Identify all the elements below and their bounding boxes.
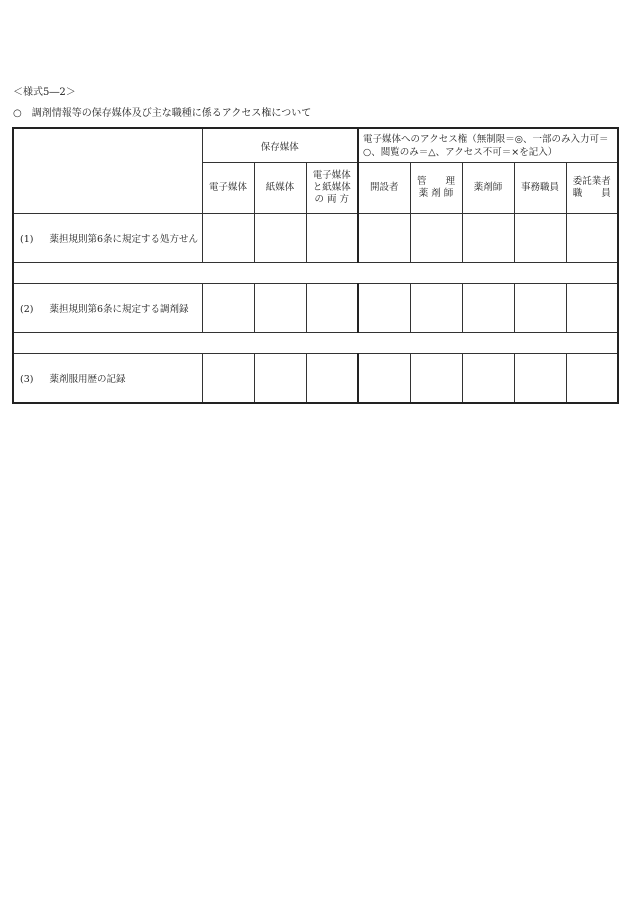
table-row — [13, 354, 618, 404]
col-pharmacist: 薬剤師 — [462, 163, 514, 214]
input-cell[interactable] — [202, 354, 254, 404]
input-cell[interactable] — [254, 354, 306, 404]
input-cell[interactable] — [254, 214, 306, 263]
input-cell[interactable] — [462, 284, 514, 333]
input-cell[interactable] — [462, 354, 514, 404]
input-cell[interactable] — [514, 214, 566, 263]
row-label: (3) 薬剤服用歴の記録 — [13, 354, 202, 404]
storage-media-header: 保存媒体 — [202, 128, 358, 163]
input-cell[interactable] — [306, 284, 358, 333]
col-managing-pharmacist: 管 理 薬 剤 師 — [410, 163, 462, 214]
input-cell[interactable] — [462, 214, 514, 263]
input-cell[interactable] — [410, 214, 462, 263]
input-cell[interactable] — [566, 284, 618, 333]
input-cell[interactable] — [566, 354, 618, 404]
input-cell[interactable] — [514, 284, 566, 333]
row-label: (1) 薬担規則第6条に規定する処方せん — [13, 214, 202, 263]
access-rights-header: 電子媒体へのアクセス権（無制限＝◎、一部のみ入力可＝○、閲覧のみ＝△、アクセス不可＝×を記入） — [358, 128, 618, 163]
table-row — [13, 214, 618, 263]
input-cell[interactable] — [358, 214, 410, 263]
input-cell[interactable] — [514, 354, 566, 404]
input-cell[interactable] — [410, 284, 462, 333]
row-label: (2) 薬担規則第6条に規定する調剤録 — [13, 284, 202, 333]
spacer-row — [13, 333, 618, 354]
col-founder: 開設者 — [358, 163, 410, 214]
spacer-row — [13, 263, 618, 284]
input-cell[interactable] — [566, 214, 618, 263]
heading-text: 調剤情報等の保存媒体及び主な職種に係るアクセス権について — [31, 108, 312, 119]
header-blank-cell — [13, 128, 202, 214]
col-contractor-staff: 委託業者 職 員 — [566, 163, 618, 214]
input-cell[interactable] — [202, 284, 254, 333]
input-cell[interactable] — [410, 354, 462, 404]
col-electronic-media: 電子媒体 — [202, 163, 254, 214]
col-office-staff: 事務職員 — [514, 163, 566, 214]
section-heading — [13, 104, 311, 119]
col-both-media: 電子媒体 と紙媒体 の 両 方 — [306, 163, 358, 214]
input-cell[interactable] — [202, 214, 254, 263]
col-paper-media: 紙媒体 — [254, 163, 306, 214]
table-row — [13, 284, 618, 333]
access-rights-table — [12, 127, 619, 404]
input-cell[interactable] — [306, 354, 358, 404]
form-number: ＜様式5―2＞ — [13, 87, 76, 98]
input-cell[interactable] — [358, 284, 410, 333]
heading-bullet: ○ — [13, 108, 22, 119]
input-cell[interactable] — [254, 284, 306, 333]
input-cell[interactable] — [358, 354, 410, 404]
input-cell[interactable] — [306, 214, 358, 263]
